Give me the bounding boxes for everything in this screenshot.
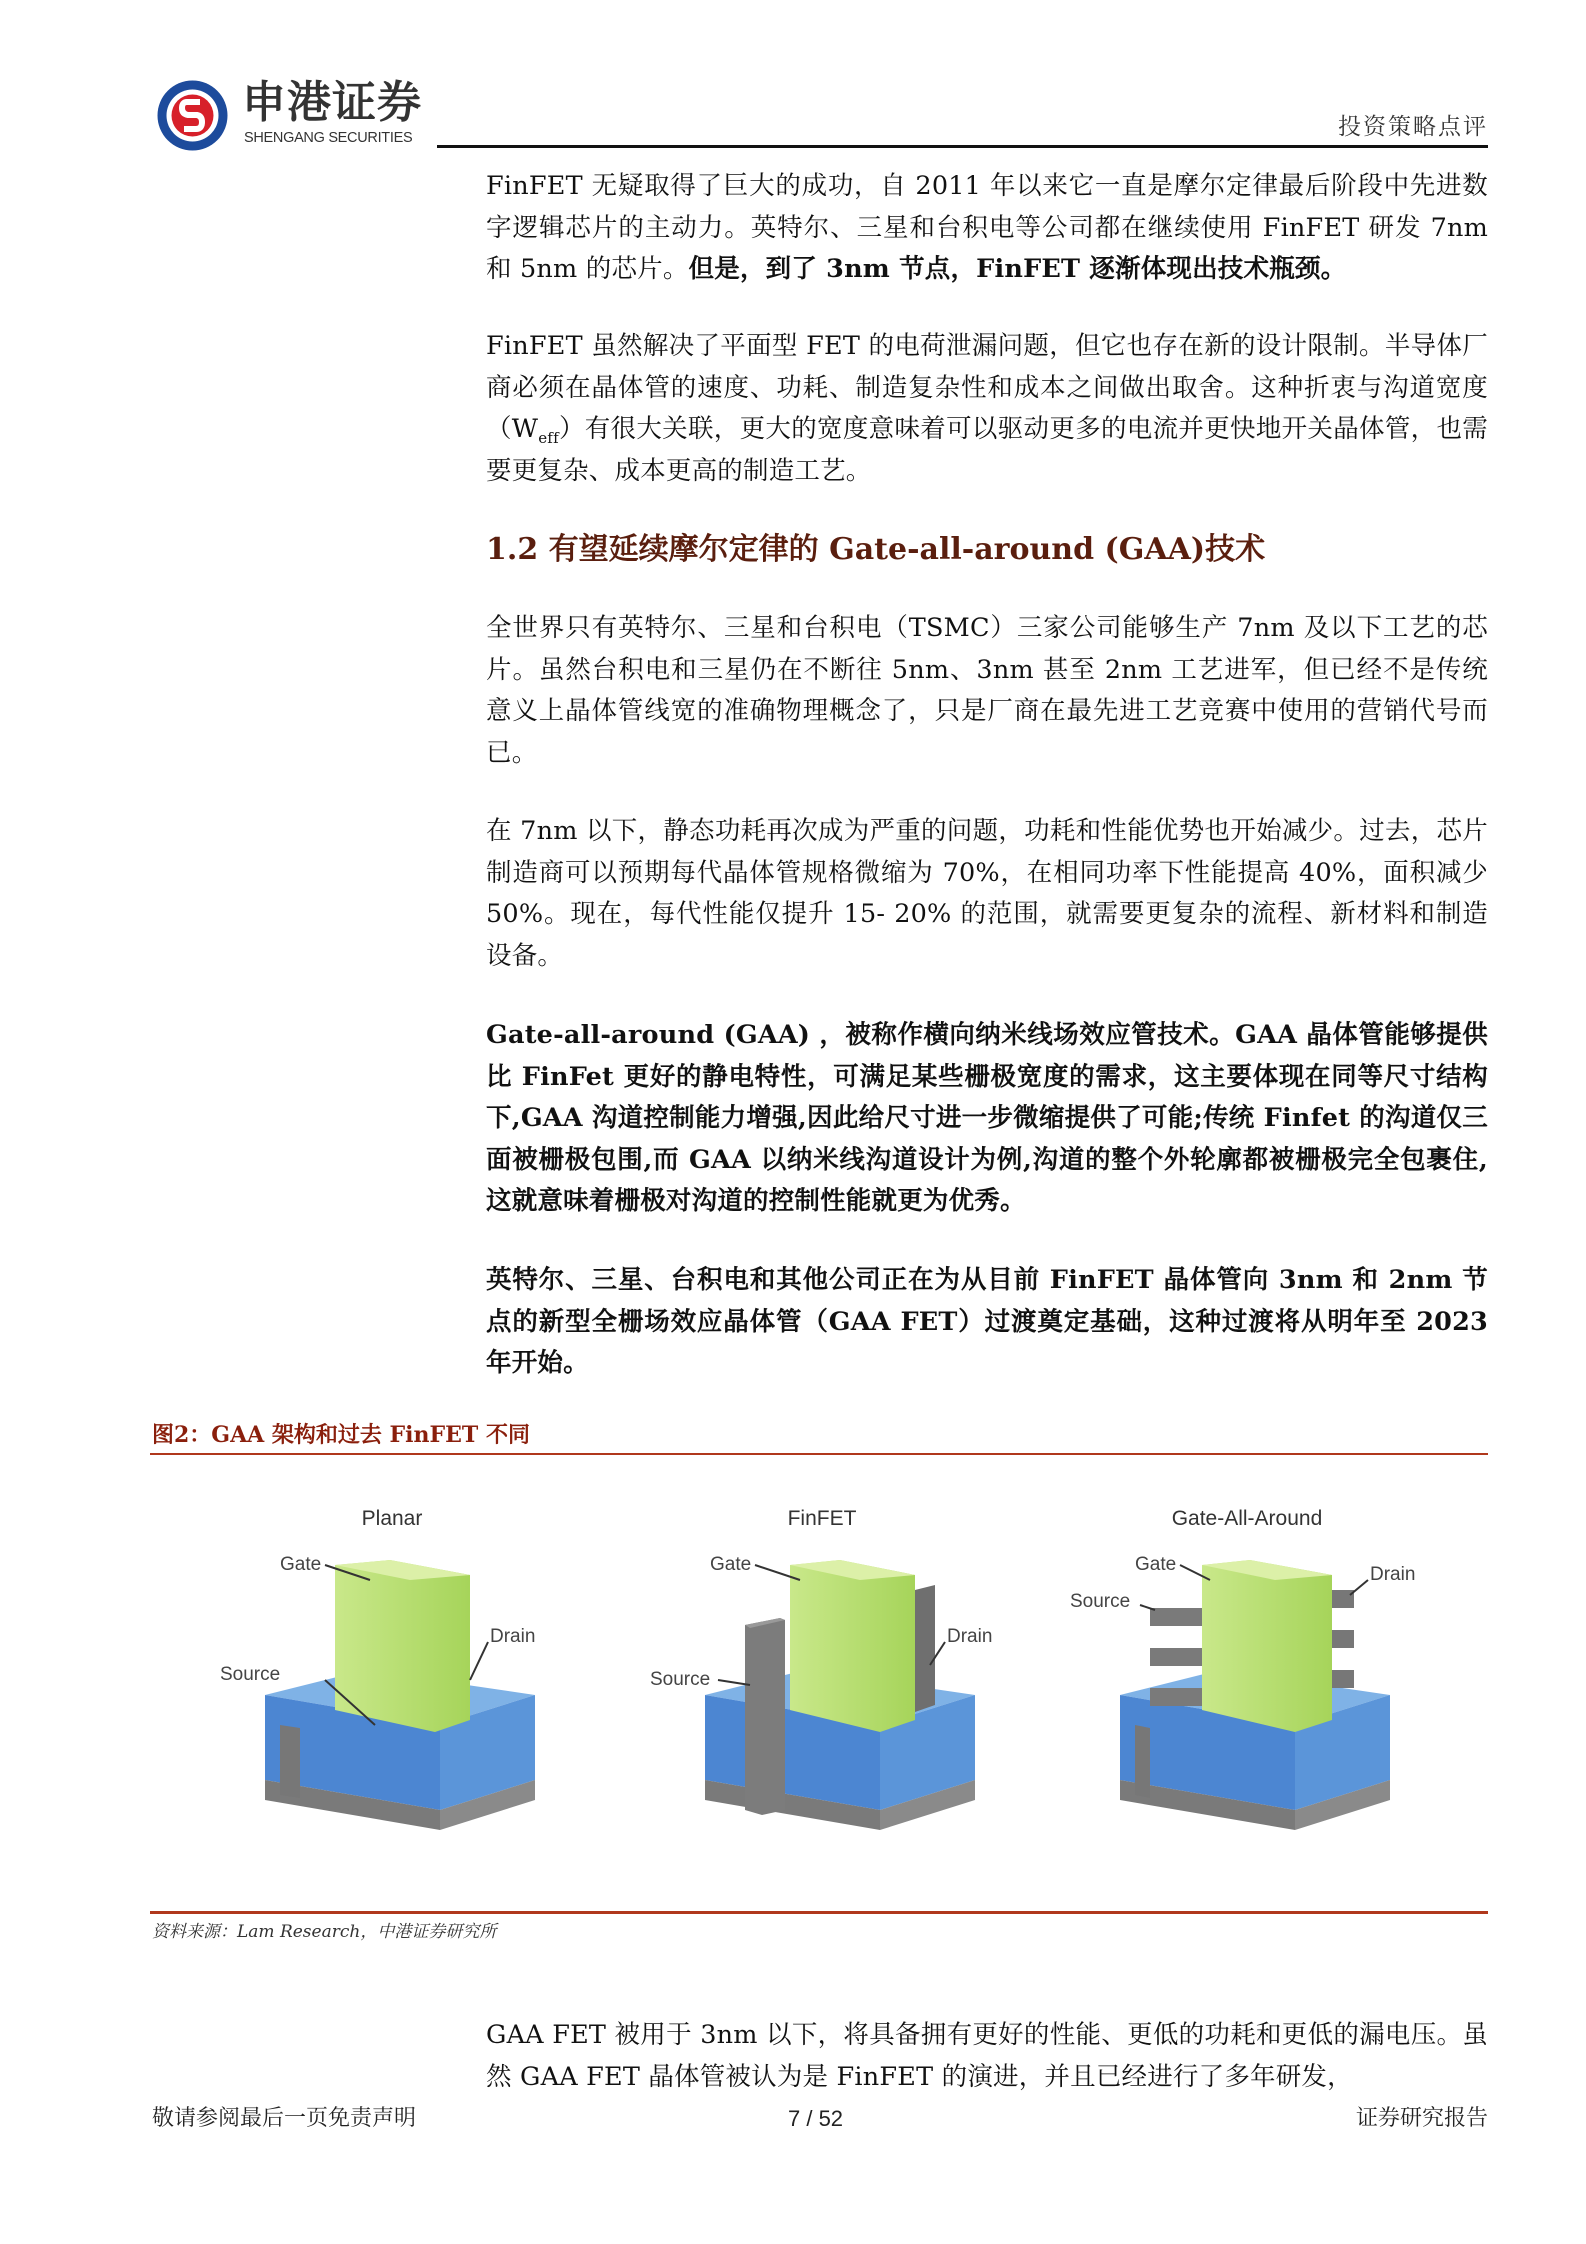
gaa-transistor [1070,1507,1415,1830]
paragraph-gaa-definition: Gate-all-around (GAA) ，被称作横向纳米线场效应管技术。GAA 晶体管能够提供比 FinFet 更好的静电特性，可满足某些栅极宽度的需求，这主要体现在同等尺寸结构下,GAA 沟道控制能力增强,因此给尺寸进一步微缩提供了可能;传统 Finfet 的沟道仅三面被栅极包围,而 GAA 以纳米线沟道设计为例,沟道的整个外轮廓都被栅极完全包裹住,这就意味着栅极对沟道的控制性能就更为优秀。 [486,1020,1488,1216]
paragraph-finfet-limits [486,326,1488,530]
panel-title: Planar [361,1507,423,1530]
paragraph-text: FinFET 虽然解决了平面型 FET 的电荷泄漏问题，但它也存在新的设计限制。半导体厂商必须在晶体管的速度、功耗、制造复杂性和成本之间做出取舍。这种折衷与沟道宽度（W [486,331,1488,444]
paragraph-finfet-success [486,166,1488,326]
paragraph-emphasis: 但是，到了 3nm 节点，FinFET 逐渐体现出技术瓶颈。 [688,254,1347,284]
drain-label: Drain [490,1626,536,1647]
section-heading: 1.2 有望延续摩尔定律的 Gate-all-around (GAA)技术 [486,532,1266,567]
paragraph-static-power: 在 7nm 以下，静态功耗再次成为严重的问题，功耗和性能优势也开始减少。过去，芯片制造商可以预期每代晶体管规格微缩为 70%，在相同功率下性能提高 40%，面积减少 50%。现在，每代性能仅提升 15- 20% 的范围，就需要更复杂的流程、新材料和制造设备。 [486,816,1488,971]
brand-name-cn: 申港证券 [242,78,422,127]
page-number: 7 / 52 [788,2106,844,2131]
figure-bottom-rule [150,1911,1488,1914]
drain-label: Drain [1370,1564,1416,1585]
figure-caption: 图2：GAA 架构和过去 FinFET 不同 [152,1422,530,1448]
subscript: eff [538,429,559,448]
paragraph-manufacturers: 全世界只有英特尔、三星和台积电（TSMC）三家公司能够生产 7nm 及以下工艺的芯片。虽然台积电和三星仍在不断往 5nm、3nm 甚至 2nm 工艺进军，但已经不是传统意义上晶体管线宽的准确物理概念了，只是厂商在最先进工艺竞赛中使用的营销代号而已。 [486,613,1488,768]
figure-source: 资料来源：Lam Research，中港证券研究所 [152,1922,497,1942]
gate-label: Gate [710,1554,752,1575]
drain-label: Drain [947,1626,993,1647]
paragraph-gaa-fet-usage: GAA FET 被用于 3nm 以下，将具备拥有更好的性能、更低的功耗和更低的漏电压。虽然 GAA FET 晶体管被认为是 FinFET 的演进，并且已经进行了多年研发， [486,2020,1488,2092]
footer-label: 证券研究报告 [1355,2106,1488,2131]
paragraph-text: FinFET 无疑取得了巨大的成功，自 2011 年以来它一直是摩尔定律最后阶段中先进数字逻辑芯片的主动力。英特尔、三星和台积电等公司都在继续使用 FinFET 研发 7nm 和 5nm 的芯片。 [486,171,1488,284]
header-rule [437,145,1488,148]
gate-label: Gate [280,1554,322,1575]
caption-rule [150,1453,1488,1455]
logo [155,78,230,153]
source-label: Source [1070,1591,1131,1612]
footer [0,2104,1586,2138]
source-label: Source [650,1669,711,1690]
gate-label: Gate [1135,1554,1177,1575]
paragraph-text: ）有很大关联，更大的宽度意味着可以驱动更多的电流并更快地开关晶体管，也需要更复杂、成本更高的制造工艺。 [486,414,1488,486]
planar-transistor [220,1507,535,1830]
brand-name-en: SHENGANG SECURITIES [244,130,413,146]
finfet-transistor [650,1507,992,1830]
paragraph-gaa-transition: 英特尔、三星、台积电和其他公司正在为从目前 FinFET 晶体管向 3nm 和 2nm 节点的新型全栅场效应晶体管（GAA FET）过渡奠定基础，这种过渡将从明年至 2023 年开始。 [486,1265,1488,1378]
report-type: 投资策略点评 [1338,114,1488,140]
content-column [0,166,1586,2138]
panel-title: FinFET [787,1507,857,1530]
source-label: Source [220,1664,281,1685]
footer-disclaimer: 敬请参阅最后一页免责声明 [152,2106,417,2131]
panel-title: Gate-All-Around [1171,1507,1323,1530]
logo-icon [155,78,230,153]
figure-transistor-diagram [150,1480,1488,1880]
